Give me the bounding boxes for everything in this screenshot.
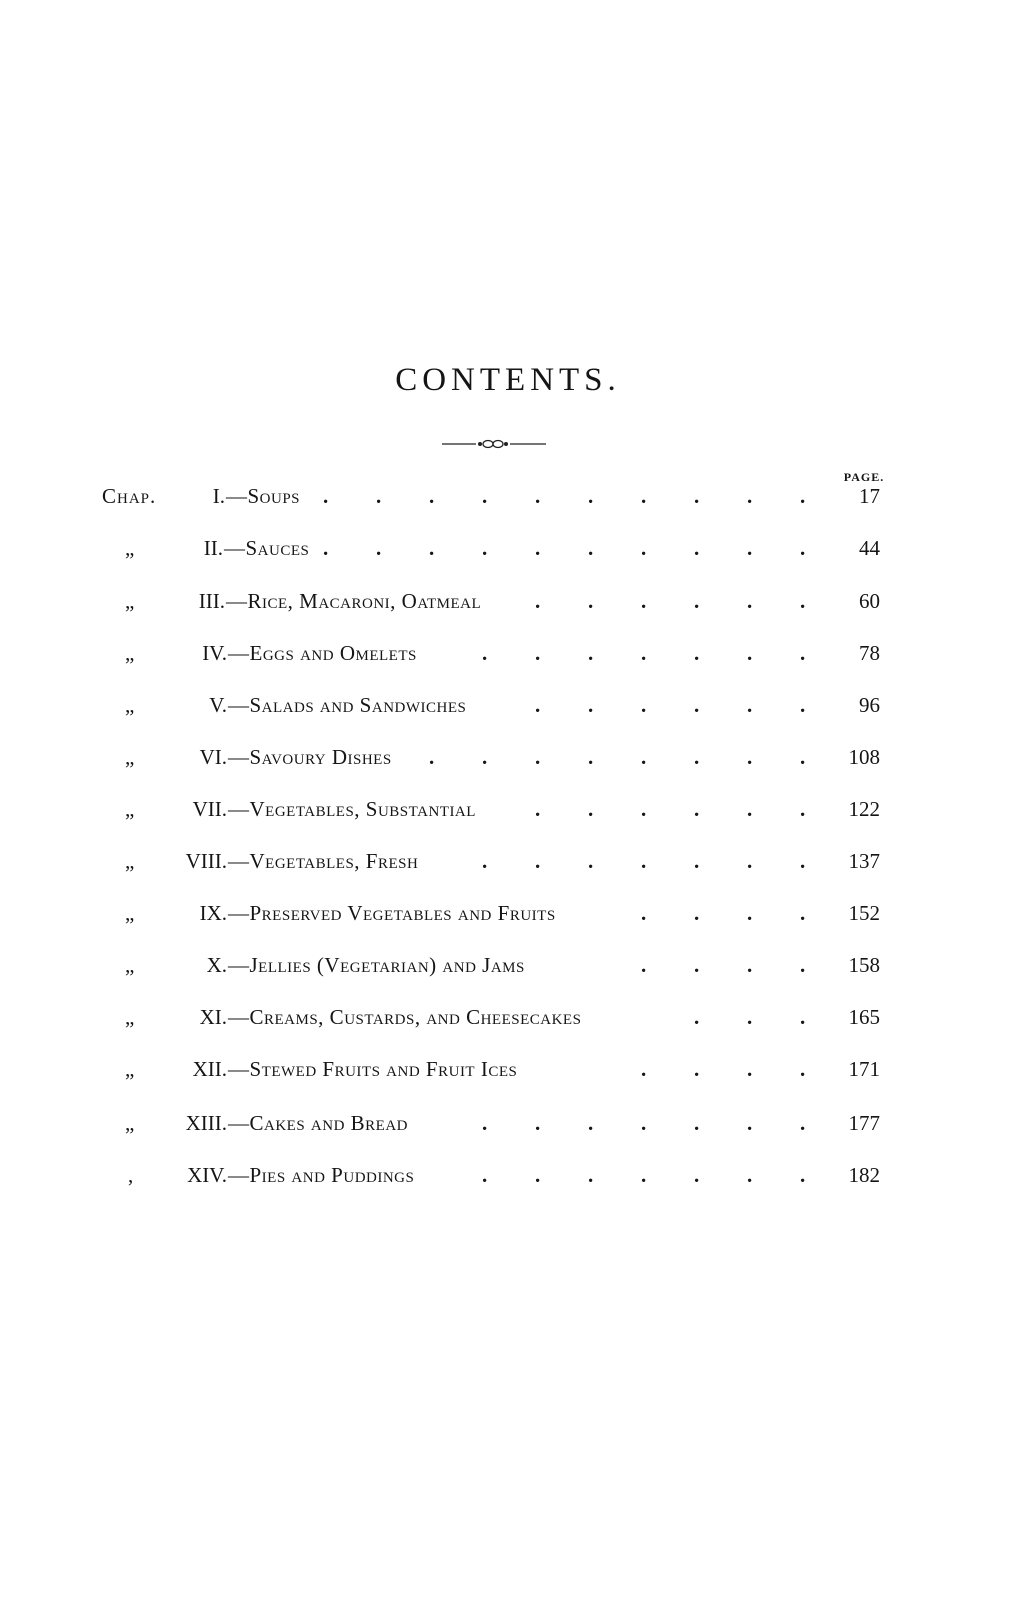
leader-dot: . [694, 745, 700, 769]
leader-dot: . [800, 484, 806, 508]
leader-dot: . [694, 1111, 700, 1135]
leader-dot: . [641, 1057, 647, 1081]
leader-dot: . [747, 536, 753, 560]
leader-dot: . [482, 1111, 488, 1135]
leader-dot: . [694, 1163, 700, 1187]
page-number: 165 [848, 1005, 880, 1029]
leader-dot: . [641, 589, 647, 613]
leader-dot: . [747, 797, 753, 821]
leader-dot: . [641, 953, 647, 977]
list-item [0, 1002, 1016, 1032]
chapter-numeral: VI. [199, 745, 227, 769]
chapter-numeral: II. [203, 536, 223, 560]
list-item [0, 794, 1016, 824]
leader-dot: . [641, 641, 647, 665]
leader-dot: . [429, 484, 435, 508]
leader-dot: . [482, 484, 488, 508]
leader-dot: . [800, 745, 806, 769]
leader-dot: . [376, 536, 382, 560]
chapter-title: —Rice, Macaroni, Oatmeal [226, 589, 482, 613]
chapter-title: —Sauces [224, 536, 310, 560]
leader-dot: . [800, 849, 806, 873]
leader-dot: . [588, 641, 594, 665]
leader-dot: . [535, 484, 541, 508]
page-number: 158 [848, 953, 880, 977]
leader-dot: . [323, 536, 329, 560]
leader-dot: . [800, 1111, 806, 1135]
list-item [0, 950, 1016, 980]
leader-dot: . [641, 484, 647, 508]
leader-dot: . [800, 536, 806, 560]
leader-dot: . [535, 797, 541, 821]
leader-dot: . [747, 1005, 753, 1029]
chapter-numeral: IX. [199, 901, 227, 925]
leader-dot: . [376, 484, 382, 508]
leader-dot: . [535, 745, 541, 769]
leader-dot: . [641, 901, 647, 925]
leader-dot: . [482, 641, 488, 665]
page-number: 44 [859, 536, 880, 560]
leader-dot: . [535, 849, 541, 873]
list-item [0, 638, 1016, 668]
chapter-numeral: III. [198, 589, 225, 613]
leader-dot: . [694, 641, 700, 665]
leader-dot: . [535, 589, 541, 613]
leader-dot: . [747, 849, 753, 873]
leader-dot: . [641, 745, 647, 769]
leader-dot: . [694, 536, 700, 560]
leader-dot: . [747, 953, 753, 977]
leader-dot: . [747, 1163, 753, 1187]
leader-dot: . [588, 849, 594, 873]
chapter-numeral: XII. [192, 1057, 227, 1081]
leader-dot: . [800, 953, 806, 977]
chapter-numeral: XIV. [187, 1163, 227, 1187]
list-item [0, 898, 1016, 928]
chapter-title: —Vegetables, Fresh [228, 849, 419, 873]
chapter-prefix: Chap. [102, 484, 157, 508]
chapter-title: —Eggs and Omelets [228, 641, 417, 665]
chapter-prefix: „ [125, 536, 135, 560]
leader-dot: . [747, 641, 753, 665]
leader-dot: . [535, 641, 541, 665]
chapter-title: —Cakes and Bread [228, 1111, 409, 1135]
chapter-numeral: X. [206, 953, 227, 977]
chapter-prefix: „ [125, 693, 135, 717]
chapter-title: —Pies and Puddings [228, 1163, 415, 1187]
chapter-prefix: „ [125, 589, 135, 613]
leader-dot: . [694, 797, 700, 821]
chapter-numeral: VIII. [185, 849, 227, 873]
leader-dot: . [588, 745, 594, 769]
leader-dot: . [800, 797, 806, 821]
page-number: 122 [848, 797, 880, 821]
chapter-numeral: VII. [192, 797, 227, 821]
leader-dot: . [535, 1163, 541, 1187]
chapter-prefix: „ [125, 1057, 135, 1081]
leader-dot: . [800, 1163, 806, 1187]
list-item [0, 533, 1016, 563]
leader-dot: . [694, 849, 700, 873]
leader-dot: . [694, 693, 700, 717]
page-number: 171 [848, 1057, 880, 1081]
leader-dot: . [800, 901, 806, 925]
page-column-header: PAGE. [843, 470, 885, 484]
chapter-prefix: „ [125, 849, 135, 873]
chapter-title: —Preserved Vegetables and Fruits [228, 901, 556, 925]
page-number: 96 [859, 693, 880, 717]
chapter-numeral: V. [209, 693, 227, 717]
list-item [0, 846, 1016, 876]
leader-dot: . [747, 693, 753, 717]
leader-dot: . [694, 1057, 700, 1081]
page-number: 17 [859, 484, 880, 508]
leader-dot: . [641, 1111, 647, 1135]
chapter-prefix: „ [125, 641, 135, 665]
chapter-title: —Vegetables, Substantial [228, 797, 476, 821]
list-item [0, 690, 1016, 720]
page-number: 177 [848, 1111, 880, 1135]
list-item [0, 481, 1016, 511]
leader-dot: . [482, 536, 488, 560]
chapter-prefix: „ [125, 901, 135, 925]
leader-dot: . [588, 484, 594, 508]
leader-dot: . [482, 745, 488, 769]
leader-dot: . [747, 745, 753, 769]
leader-dot: . [747, 901, 753, 925]
chapter-prefix: „ [125, 953, 135, 977]
leader-dot: . [800, 1005, 806, 1029]
chapter-title: —Creams, Custards, and Cheesecakes [228, 1005, 582, 1029]
list-item [0, 586, 1016, 616]
leader-dot: . [588, 1163, 594, 1187]
list-item [0, 1108, 1016, 1138]
leader-dot: . [588, 797, 594, 821]
leader-dot: . [482, 1163, 488, 1187]
leader-dot: . [588, 1111, 594, 1135]
list-item [0, 1054, 1016, 1084]
chapter-title: —Stewed Fruits and Fruit Ices [228, 1057, 518, 1081]
page-number: 60 [859, 589, 880, 613]
chapter-title: —Jellies (Vegetarian) and Jams [228, 953, 525, 977]
leader-dot: . [800, 589, 806, 613]
leader-dot: . [641, 1163, 647, 1187]
chapter-title: —Savoury Dishes [228, 745, 392, 769]
page-number: 78 [859, 641, 880, 665]
leader-dot: . [535, 536, 541, 560]
leader-dot: . [747, 1111, 753, 1135]
leader-dot: . [535, 693, 541, 717]
leader-dot: . [641, 797, 647, 821]
chapter-numeral: XIII. [185, 1111, 227, 1135]
leader-dot: . [429, 536, 435, 560]
page-number: 137 [848, 849, 880, 873]
leader-dot: . [800, 641, 806, 665]
chapter-prefix: „ [125, 745, 135, 769]
page-number: 182 [848, 1163, 880, 1187]
list-item [0, 1160, 1016, 1190]
leader-dot: . [694, 1005, 700, 1029]
chapter-title: —Salads and Sandwiches [228, 693, 467, 717]
leader-dot: . [323, 484, 329, 508]
leader-dot: . [747, 484, 753, 508]
leader-dot: . [747, 1057, 753, 1081]
list-item [0, 742, 1016, 772]
leader-dot: . [641, 536, 647, 560]
leader-dot: . [588, 589, 594, 613]
page-number: 108 [848, 745, 880, 769]
page-number: 152 [848, 901, 880, 925]
leader-dot: . [800, 1057, 806, 1081]
leader-dot: . [482, 849, 488, 873]
leader-dot: . [694, 484, 700, 508]
leader-dot: . [747, 589, 753, 613]
chapter-prefix: , [128, 1163, 134, 1187]
leader-dot: . [641, 693, 647, 717]
chapter-numeral: IV. [202, 641, 227, 665]
chapter-prefix: „ [125, 797, 135, 821]
page-title: CONTENTS. [395, 362, 621, 398]
chapter-prefix: „ [125, 1005, 135, 1029]
chapter-numeral: I. [212, 484, 225, 508]
leader-dot: . [641, 849, 647, 873]
leader-dot: . [588, 693, 594, 717]
leader-dot: . [694, 953, 700, 977]
chapter-prefix: „ [125, 1111, 135, 1135]
leader-dot: . [694, 901, 700, 925]
leader-dot: . [588, 536, 594, 560]
leader-dot: . [694, 589, 700, 613]
leader-dot: . [429, 745, 435, 769]
leader-dot: . [800, 693, 806, 717]
chapter-numeral: XI. [199, 1005, 227, 1029]
leader-dot: . [535, 1111, 541, 1135]
chapter-title: —Soups [226, 484, 301, 508]
